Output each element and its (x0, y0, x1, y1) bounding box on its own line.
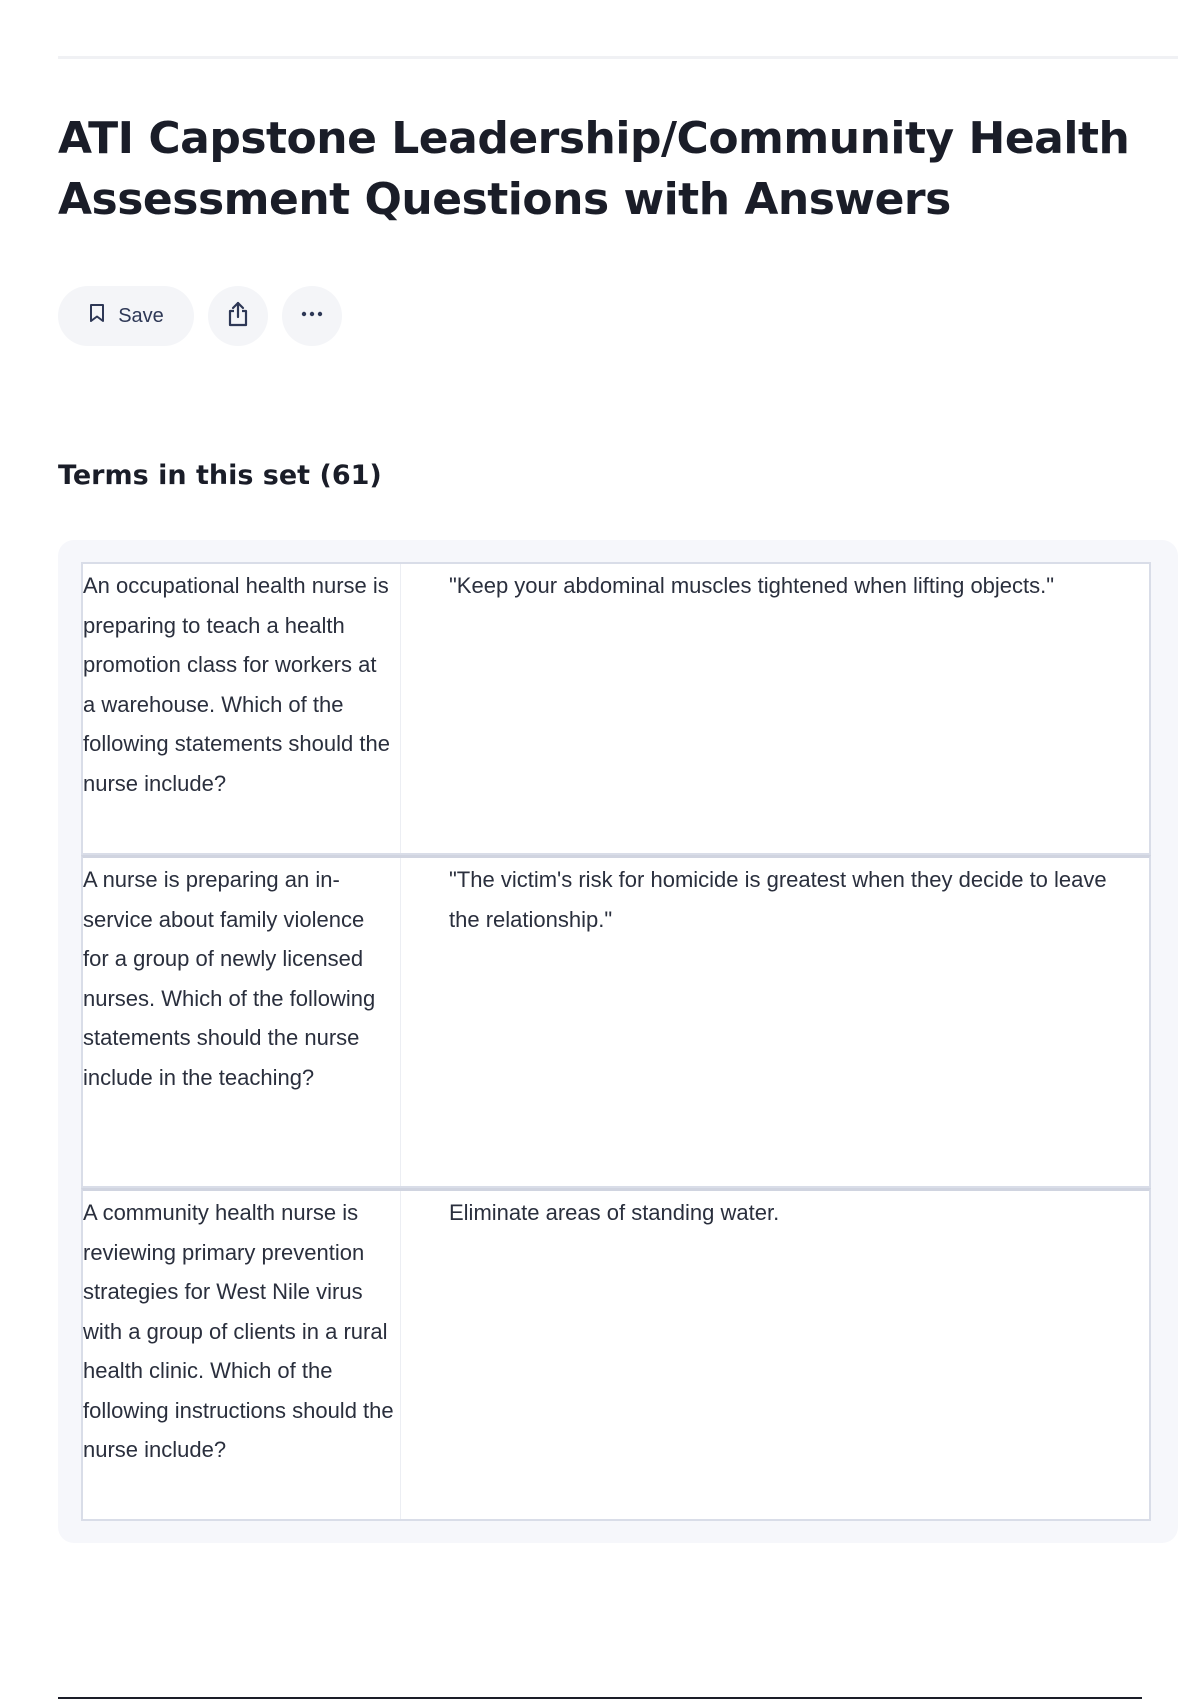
action-bar (58, 286, 342, 346)
definition-text: "The victim's risk for homicide is greatest when they decide to leave the relationship." (449, 867, 1107, 932)
more-options-icon (298, 300, 326, 333)
more-options-button[interactable] (282, 286, 342, 346)
bookmark-icon (88, 303, 106, 329)
terms-heading: Terms in this set (61) (58, 460, 382, 491)
share-icon (224, 300, 252, 333)
page-title: ATI Capstone Leadership/Community Health Assessment Questions with Answers (58, 113, 1130, 225)
term-card[interactable] (81, 1188, 1151, 1521)
term-card[interactable] (81, 562, 1151, 855)
term-text: An occupational health nurse is preparing to teach a health promotion class for workers at a warehouse. Which of the following statements should the nurse include? (83, 564, 401, 853)
share-button[interactable] (208, 286, 268, 346)
save-button[interactable] (58, 286, 194, 346)
term-card[interactable] (81, 855, 1151, 1188)
terms-list (58, 540, 1178, 1543)
term-text: A nurse is preparing an in-service about family violence for a group of newly licensed nurses. Which of the following statements should the nurse include in the teaching? (83, 858, 401, 1186)
term-text: A community health nurse is reviewing primary prevention strategies for West Nile virus with a group of clients in a rural health clinic. Which of the following instructions should the nurse include? (83, 1191, 401, 1519)
bottom-divider (58, 1697, 1142, 1699)
top-divider (58, 56, 1178, 59)
save-label: Save (118, 304, 164, 327)
definition-text: Eliminate areas of standing water. (449, 1200, 780, 1225)
definition-text: "Keep your abdominal muscles tightened when lifting objects." (449, 573, 1055, 598)
